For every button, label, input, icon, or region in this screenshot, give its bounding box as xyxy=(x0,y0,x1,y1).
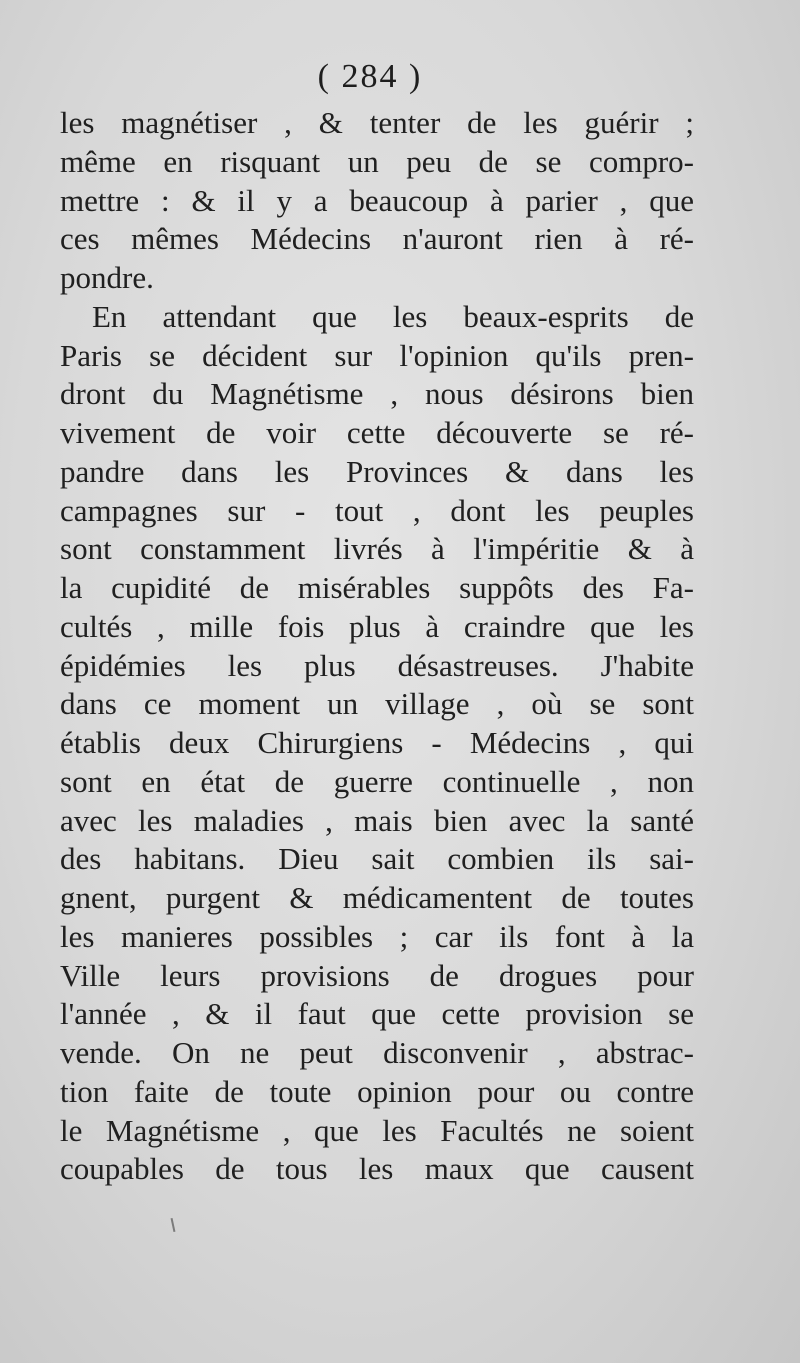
text-line: pandre dans les Provinces & dans les xyxy=(60,453,694,489)
text-line: mettre : & il y a beaucoup à parier , que xyxy=(60,182,694,218)
text-line: épidémies les plus désastreuses. J'habite xyxy=(60,647,694,683)
text-line: Ville leurs provisions de drogues pour xyxy=(60,957,694,993)
text-line: la cupidité de misérables suppôts des Fa- xyxy=(60,570,694,605)
paragraph-1 xyxy=(60,104,694,298)
text-line: dans ce moment un village , où se sont xyxy=(60,686,694,722)
text-line: Paris se décident sur l'opinion qu'ils pren- xyxy=(60,337,694,373)
text-line: même en risquant un peu de se compro- xyxy=(60,143,694,179)
ink-speck xyxy=(171,1218,176,1232)
text-line: campagnes sur - tout , dont les peuples xyxy=(60,492,694,528)
text-line: tion faite de toute opinion pour ou contre xyxy=(60,1073,694,1109)
text-line: des habitans. Dieu sait combien ils sai- xyxy=(60,841,694,877)
text-line: cultés , mille fois plus à craindre que les xyxy=(60,608,694,644)
text-line: En attendant que les beaux-esprits de xyxy=(92,298,694,334)
text-line: sont constamment livrés à l'impéritie & à xyxy=(60,531,694,567)
paragraph-2 xyxy=(60,298,694,1189)
text-line: vende. On ne peut disconvenir , abstrac- xyxy=(60,1035,694,1070)
text-line: pondre. xyxy=(60,260,154,295)
text-line: ces mêmes Médecins n'auront rien à ré- xyxy=(60,221,694,257)
text-line: sont en état de guerre continuelle , non xyxy=(60,763,694,799)
text-line: vivement de voir cette découverte se ré- xyxy=(60,415,694,450)
text-line: établis deux Chirurgiens - Médecins , qui xyxy=(60,725,694,760)
text-line: le Magnétisme , que les Facultés ne soient xyxy=(60,1112,694,1148)
body-text xyxy=(60,104,694,1189)
page-number: ( 284 ) xyxy=(317,58,423,95)
text-line: l'année , & il faut que cette provision se xyxy=(60,996,694,1032)
text-line: coupables de tous les maux que causent xyxy=(60,1151,694,1187)
text-line: avec les maladies , mais bien avec la santé xyxy=(60,802,694,838)
text-line: les magnétiser , & tenter de les guérir ; xyxy=(60,105,694,140)
text-line: les manieres possibles ; car ils font à la xyxy=(60,918,694,954)
text-line: dront du Magnétisme , nous désirons bien xyxy=(60,376,694,412)
text-line: gnent, purgent & médicamentent de toutes xyxy=(60,880,694,915)
